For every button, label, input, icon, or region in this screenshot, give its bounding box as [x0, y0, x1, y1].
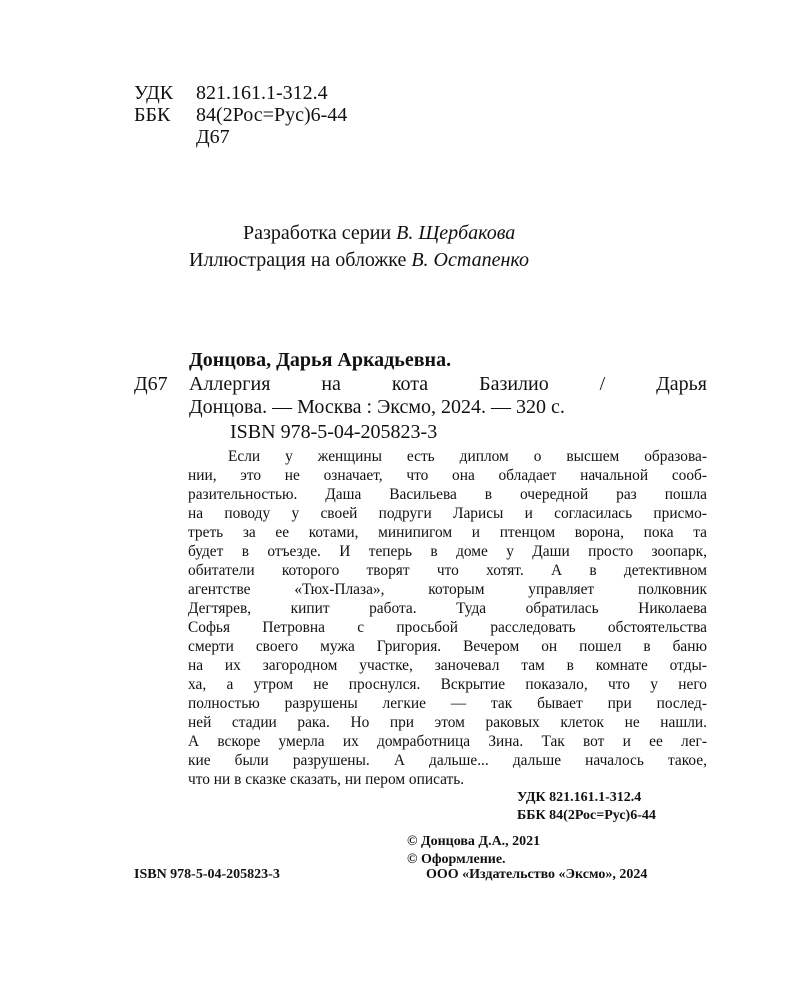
bbk-value: 84(2Рос=Рус)6-44	[196, 104, 348, 126]
copyright-author: © Донцова Д.А., 2021	[407, 834, 541, 849]
copyright-publisher: ООО «Издательство «Эксмо», 2024	[426, 867, 648, 882]
annotation-line: ха, а утром не проснулся. Вскрытие показало, что у него	[188, 676, 707, 693]
annotation-line: треть за ее котами, минипигом и птенцом ворона, пока та	[188, 524, 707, 541]
annotation-line: будет в отъезде. И теперь в доме у Даши просто зоопарк,	[188, 543, 707, 560]
annotation-line: разительностью. Даша Васильева в очередной раз пошла	[188, 486, 707, 503]
cover-credit-label: Иллюстрация на обложке	[189, 249, 407, 271]
udk-line	[134, 82, 328, 104]
annotation-line: обитатели которого творят что хотят. А в детективном	[188, 562, 707, 579]
bbk-line	[134, 104, 347, 126]
catalog-title-line-1: Аллергия на кота Базилио / Дарья	[189, 373, 707, 395]
catalog-mark: Д67	[134, 373, 168, 395]
udk-label: УДК	[134, 82, 174, 104]
author-mark: Д67	[196, 126, 230, 148]
footer-udk: УДК 821.161.1-312.4	[517, 790, 642, 805]
annotation-line: Если у женщины есть диплом о высшем образова-	[228, 448, 707, 465]
udk-value: 821.161.1-312.4	[196, 82, 328, 104]
cover-credit	[189, 249, 529, 272]
annotation	[188, 447, 707, 789]
annotation-line: ней стадии рака. Но при этом раковых клеток не нашли.	[188, 714, 707, 731]
annotation-line: полностью разрушены легкие — так бывает при послед-	[188, 695, 707, 712]
catalog-isbn: ISBN 978-5-04-205823-3	[230, 421, 438, 443]
copyright-isbn: ISBN 978-5-04-205823-3	[134, 867, 280, 882]
annotation-line: на их загородном участке, заночевал там в комнате отды-	[188, 657, 707, 674]
annotation-line: нии, это не означает, что она обладает начальной сооб-	[188, 467, 707, 484]
series-credit	[243, 222, 515, 245]
annotation-line: что ни в сказке сказать, ни пером описать.	[188, 771, 465, 788]
series-credit-name: В. Щербакова	[396, 222, 516, 244]
annotation-line: на поводу у своей подруги Ларисы и согласилась присмо-	[188, 505, 707, 522]
annotation-line: Дегтярев, кипит работа. Туда обратилась Николаева	[188, 600, 707, 617]
annotation-line: смерти своего мужа Григория. Вечером он пошел в баню	[188, 638, 707, 655]
annotation-line: А вскоре умерла их домработница Зина. Так вот и ее лег-	[188, 733, 707, 750]
copyright-design: © Оформление.	[407, 852, 506, 867]
annotation-line: Софья Петровна с просьбой расследовать обстоятельства	[188, 619, 707, 636]
series-credit-label: Разработка серии	[243, 222, 392, 244]
annotation-line: агентстве «Тюх-Плаза», которым управляет полковник	[188, 581, 707, 598]
footer-bbk: ББК 84(2Рос=Рус)6-44	[517, 808, 656, 823]
cover-credit-name: В. Остапенко	[411, 249, 529, 271]
bbk-label: ББК	[134, 104, 171, 126]
catalog-title-line-2: Донцова. — Москва : Эксмо, 2024. — 320 с.	[189, 396, 565, 418]
catalog-author-heading: Донцова, Дарья Аркадьевна.	[189, 349, 452, 371]
annotation-line: кие были разрушены. А дальше... дальше началось такое,	[188, 752, 707, 769]
